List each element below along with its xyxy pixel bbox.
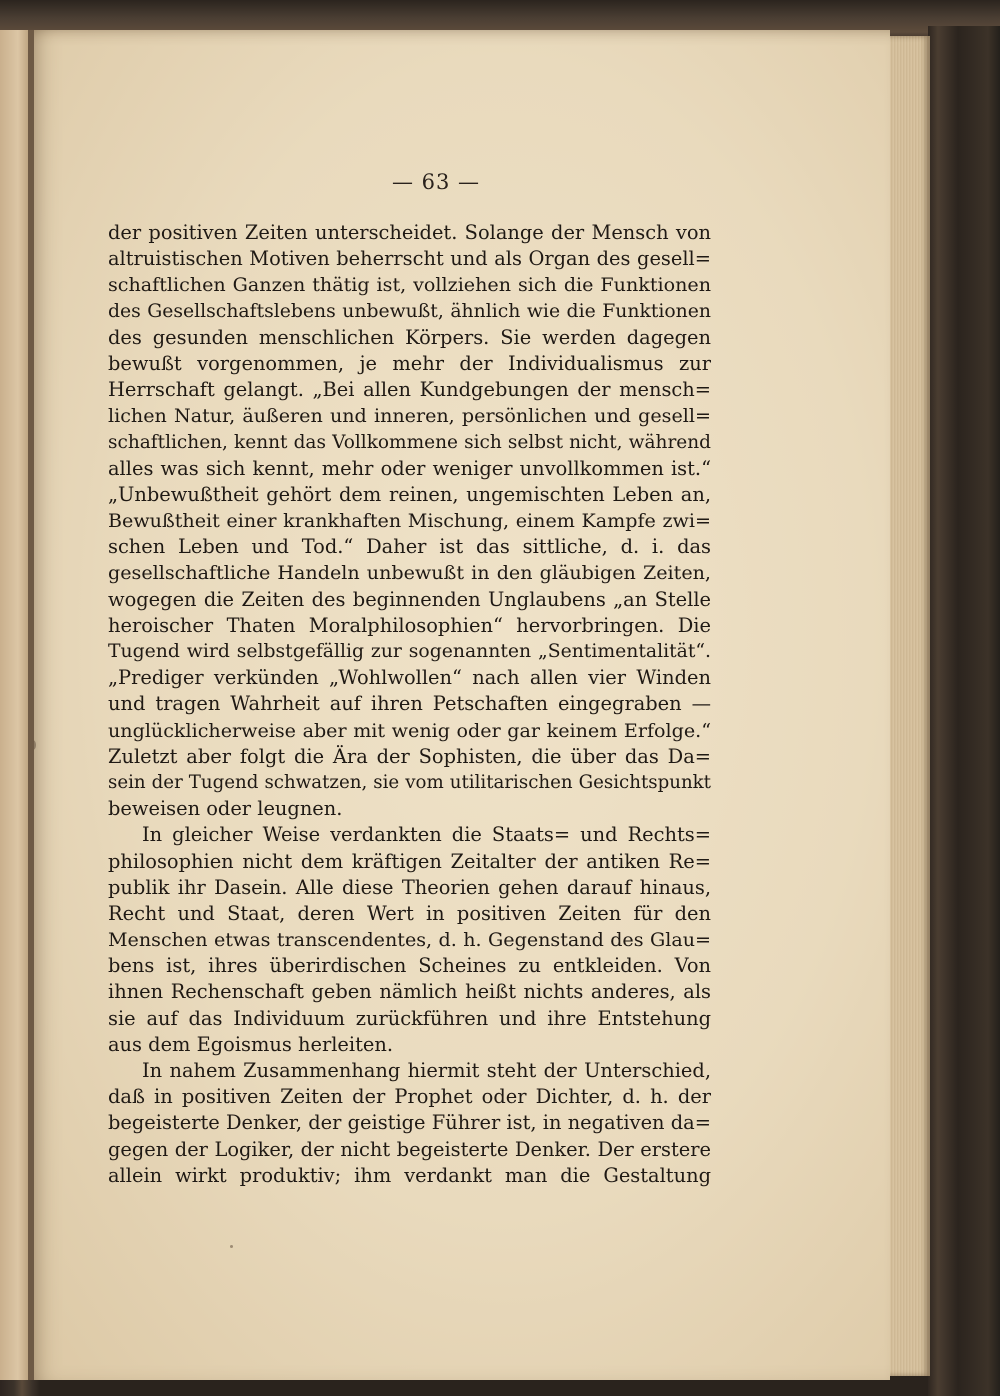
text-line: alles was sich kennt, mehr oder weniger unvollkommen ist.“ [108, 456, 711, 480]
text-line: „Prediger verkünden „Wohlwollen“ nach allen vier Winden [108, 666, 711, 690]
text-line: allein wirkt produktiv; ihm verdankt man die Gestaltung [108, 1163, 711, 1187]
text-line: beweisen oder leugnen. [108, 797, 343, 821]
page-gutter [28, 30, 34, 1380]
text-line: aus dem Egoismus herleiten. [108, 1032, 394, 1056]
text-line: ihnen Rechenschaft geben nämlich heißt nichts anderes, als [108, 980, 711, 1004]
text-line: bens ist, ihres überirdischen Scheines zu entkleiden. Von [108, 954, 711, 978]
text-line: altruistischen Motiven beherrscht und als Organ des gesell= [108, 247, 711, 271]
paper-speck [230, 1245, 233, 1248]
text-line: lichen Natur, äußeren und inneren, persönlichen und gesell= [108, 404, 711, 428]
text-line: Recht und Staat, deren Wert in positiven Zeiten für den [108, 901, 711, 925]
text-line: Zuletzt aber folgt die Ära der Sophisten, die über das Da= [108, 744, 711, 768]
text-line: des Gesellschaftslebens unbewußt, ähnlich wie die Funktionen [108, 300, 711, 322]
body-text [108, 220, 711, 1189]
text-line: Bewußtheit einer krankhaften Mischung, einem Kampfe zwi= [108, 509, 711, 533]
text-line: bewußt vorgenommen, je mehr der Individualismus zur [108, 351, 711, 375]
text-line: begeisterte Denker, der geistige Führer ist, in negativen da= [108, 1111, 711, 1135]
text-line: Tugend wird selbstgefällig zur sogenannten „Sentimentalität“. [108, 641, 711, 662]
left-page-edge [0, 30, 30, 1380]
text-line: heroischer Thaten Moralphilosophien“ hervorbringen. Die [108, 613, 711, 637]
page-number: — 63 — [391, 170, 481, 194]
text-line: und tragen Wahrheit auf ihren Petschaften eingegraben — [108, 692, 711, 716]
text-line: Menschen etwas transcendentes, d. h. Gegenstand des Glau= [108, 928, 711, 952]
text-line: wogegen die Zeiten des beginnenden Unglaubens „an Stelle [108, 587, 711, 611]
text-line: des gesunden menschlichen Körpers. Sie werden dagegen [108, 325, 711, 349]
text-line: der positiven Zeiten unterscheidet. Solange der Mensch von [108, 221, 711, 244]
book-page [30, 30, 890, 1380]
text-line: In nahem Zusammenhang hiermit steht der Unterschied, [142, 1059, 711, 1082]
book-cover-right [928, 26, 1000, 1396]
text-line: daß in positiven Zeiten der Prophet oder Dichter, d. h. der [108, 1085, 711, 1109]
text-line: gesellschaftliche Handeln unbewußt in den gläubigen Zeiten, [108, 561, 711, 585]
text-line: sie auf das Individuum zurückführen und ihre Entstehung [108, 1006, 711, 1030]
text-line: In gleicher Weise verdankten die Staats= und Rechts= [142, 823, 711, 847]
text-line: Herrschaft gelangt. „Bei allen Kundgebungen der mensch= [108, 378, 711, 402]
text-line: schen Leben und Tod.“ Daher ist das sittliche, d. i. das [108, 535, 711, 559]
text-line: unglücklicherweise aber mit wenig oder gar keinem Erfolge.“ [108, 718, 711, 742]
text-line: schaftlichen Ganzen thätig ist, vollziehen sich die Funktionen [108, 273, 711, 297]
text-line: publik ihr Dasein. Alle diese Theorien gehen darauf hinaus, [108, 875, 711, 899]
text-line: sein der Tugend schwatzen, sie vom utilitarischen Gesichtspunkt [108, 771, 711, 793]
text-line: philosophien nicht dem kräftigen Zeitalter der antiken Re= [108, 849, 711, 873]
text-line: gegen der Logiker, der nicht begeisterte Denker. Der erstere [108, 1137, 711, 1161]
text-line: „Unbewußtheit gehört dem reinen, ungemischten Leben an, [108, 482, 711, 506]
text-line: schaftlichen, kennt das Vollkommene sich selbst nicht, während [108, 431, 711, 453]
